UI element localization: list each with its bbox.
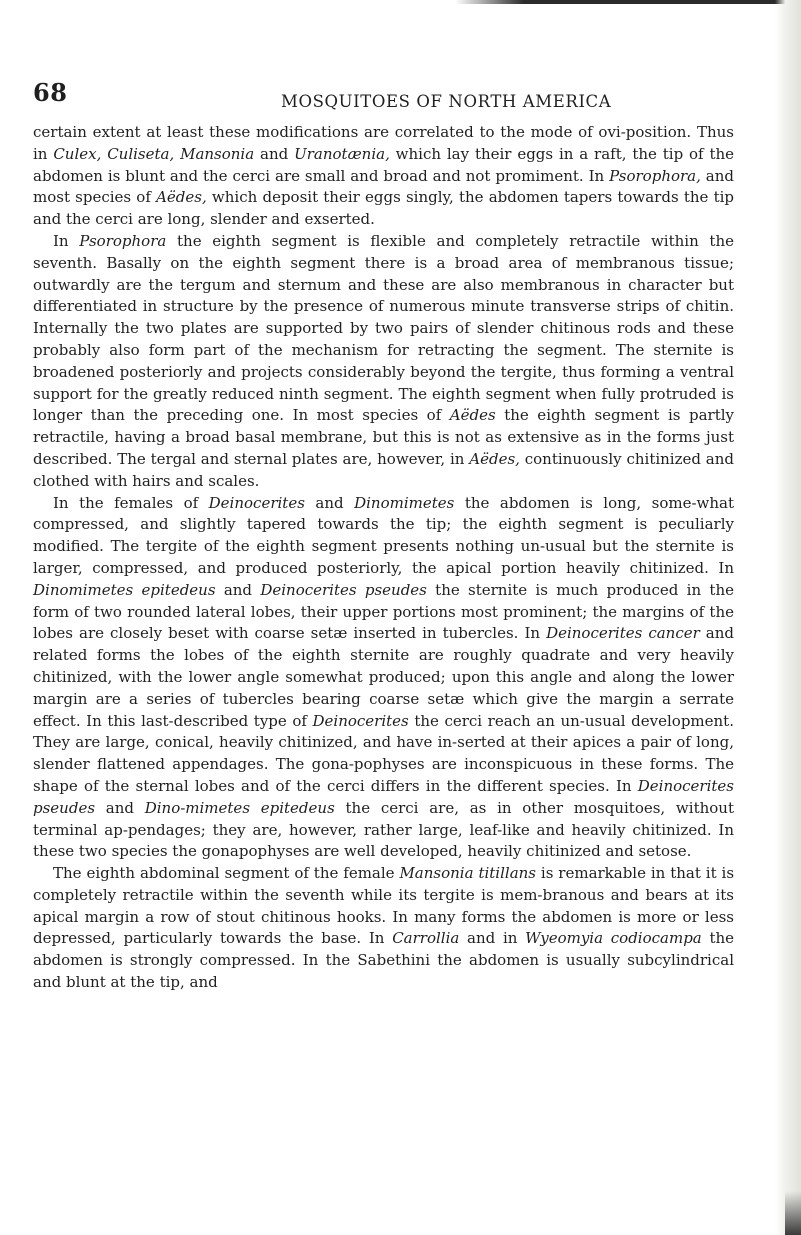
text-run: and	[304, 493, 355, 512]
text-run: The eighth abdominal segment of the female	[53, 864, 400, 883]
text-run: the abdomen is strongly compressed. In the Sabethini the abdomen is usually subcylindrical and blunt at the tip, and	[33, 929, 735, 992]
text-run: which deposit their eggs singly, the abdomen tapers towards the tip and the cerci are long, slender and exserted.	[33, 188, 734, 229]
taxon-name: Carrollia	[392, 929, 460, 948]
taxon-name: Deinocerites	[312, 711, 409, 730]
text-run: certain extent at least these modifications are correlated to the mode of ovi-position. Thus in	[33, 123, 734, 163]
text-run: In	[53, 231, 80, 250]
taxon-name: Culex, Culiseta, Mansonia	[53, 144, 255, 163]
page-corner-shadow	[785, 1191, 801, 1235]
text-run: is remarkable in that it is completely retractile within the seventh while its tergite is mem-branous and bears at its apical margin a row of stout chitinous hooks. In many forms the abdomen is more or less depressed, particularly towards the base. In	[33, 864, 735, 948]
text-run: the cerci are, as in other mosquitoes, without terminal ap-pendages; they are, however, rather large, leaf-like and heavily chitinized. In these two species the gonapophyses are well developed, heavily chitinized and setose.	[33, 798, 734, 861]
paragraph	[33, 231, 734, 493]
taxon-name: Deinocerites cancer	[546, 624, 700, 643]
paragraph	[33, 493, 734, 864]
text-run: and	[254, 144, 295, 163]
text-run: and related forms the lobes of the eighth sternite are roughly quadrate and very heavily chitinized, with the lower angle somewhat produced; upon this angle and along the lower margin are a series of tubercles bearing coarse setæ which give the margin a serrate effect. In this last-described type of	[33, 624, 734, 730]
text-run: In the females of	[53, 493, 209, 512]
taxon-name: Deinocerites pseudes	[33, 776, 734, 817]
taxon-name: Psorophora	[79, 231, 167, 250]
taxon-name: Psorophora,	[609, 166, 701, 185]
taxon-name: Mansonia titillans	[399, 864, 536, 883]
page-number: 68	[33, 78, 68, 107]
paragraph	[33, 863, 734, 994]
text-run: the cerci reach an un-usual development. They are large, conical, heavily chitinized, and have in-serted at their apices a pair of long, slender flattened appendages. The gona-pophyses are inconspicuous in these forms. The shape of the sternal lobes and of the cerci differs in the different species. In	[33, 711, 734, 795]
text-run: the eighth segment is flexible and completely retractile within the seventh. Basally on the eighth segment there is a broad area of membranous tissue; outwardly are the tergum and sternum and these are also membranous in character but differentiated in structure by the presence of numerous minute transverse strips of chitin. Internally the two plates are supported by two pairs of slender chitinous rods and these probably also form part of the mechanism for retracting the segment. The sternite is broadened posteriorly and projects considerably beyond the tergite, thus forming a ventral support for the greatly reduced ninth segment. The eighth segment when fully protruded is longer than the preceding one. In most species of	[33, 231, 735, 425]
text-run: and most species of	[33, 166, 734, 207]
taxon-name: Dinomimetes epitedeus	[33, 580, 216, 599]
body-text	[33, 122, 734, 994]
text-run: continuously chitinized and clothed with hairs and scales.	[33, 449, 735, 490]
taxon-name: Dinomimetes	[354, 493, 455, 512]
text-run: the eighth segment is partly retractile, having a broad basal membrane, but this is not as extensive as in the forms just described. The tergal and sternal plates are, however, in	[33, 406, 735, 468]
text-run: and in	[459, 929, 526, 948]
taxon-name: Uranotænia,	[294, 144, 390, 163]
taxon-name: Aëdes	[449, 406, 496, 425]
text-run: which lay their eggs in a raft, the tip of the abdomen is blunt and the cerci are small and broad and not promiment. In	[33, 144, 735, 185]
running-head: MOSQUITOES OF NORTH AMERICA	[281, 92, 612, 111]
taxon-name: Dino-mimetes epitedeus	[144, 798, 335, 817]
taxon-name: Deinocerites pseudes	[260, 580, 427, 599]
taxon-name: Wyeomyia codiocampa	[525, 929, 702, 948]
text-run: and	[215, 580, 261, 599]
page-gutter-shadow	[775, 0, 801, 1235]
paragraph	[33, 122, 734, 231]
taxon-name: Deinocerites	[208, 493, 305, 512]
page-header	[33, 78, 733, 114]
page-top-edge-shadow	[455, 0, 801, 4]
text-run: the abdomen is long, some-what compressed, and slightly tapered towards the tip; the eighth segment is peculiarly modified. The tergite of the eighth segment presents nothing un-usual but the sternite is larger, compressed, and produced posteriorly, the apical portion heavily chitinized. In	[33, 493, 734, 577]
taxon-name: Aëdes,	[156, 188, 207, 207]
taxon-name: Aëdes,	[469, 449, 520, 468]
text-run: the sternite is much produced in the form of two rounded lateral lobes, their upper portions most prominent; the margins of the lobes are closely beset with coarse setæ inserted in tubercles. In	[33, 580, 734, 643]
text-run: and	[95, 798, 145, 817]
